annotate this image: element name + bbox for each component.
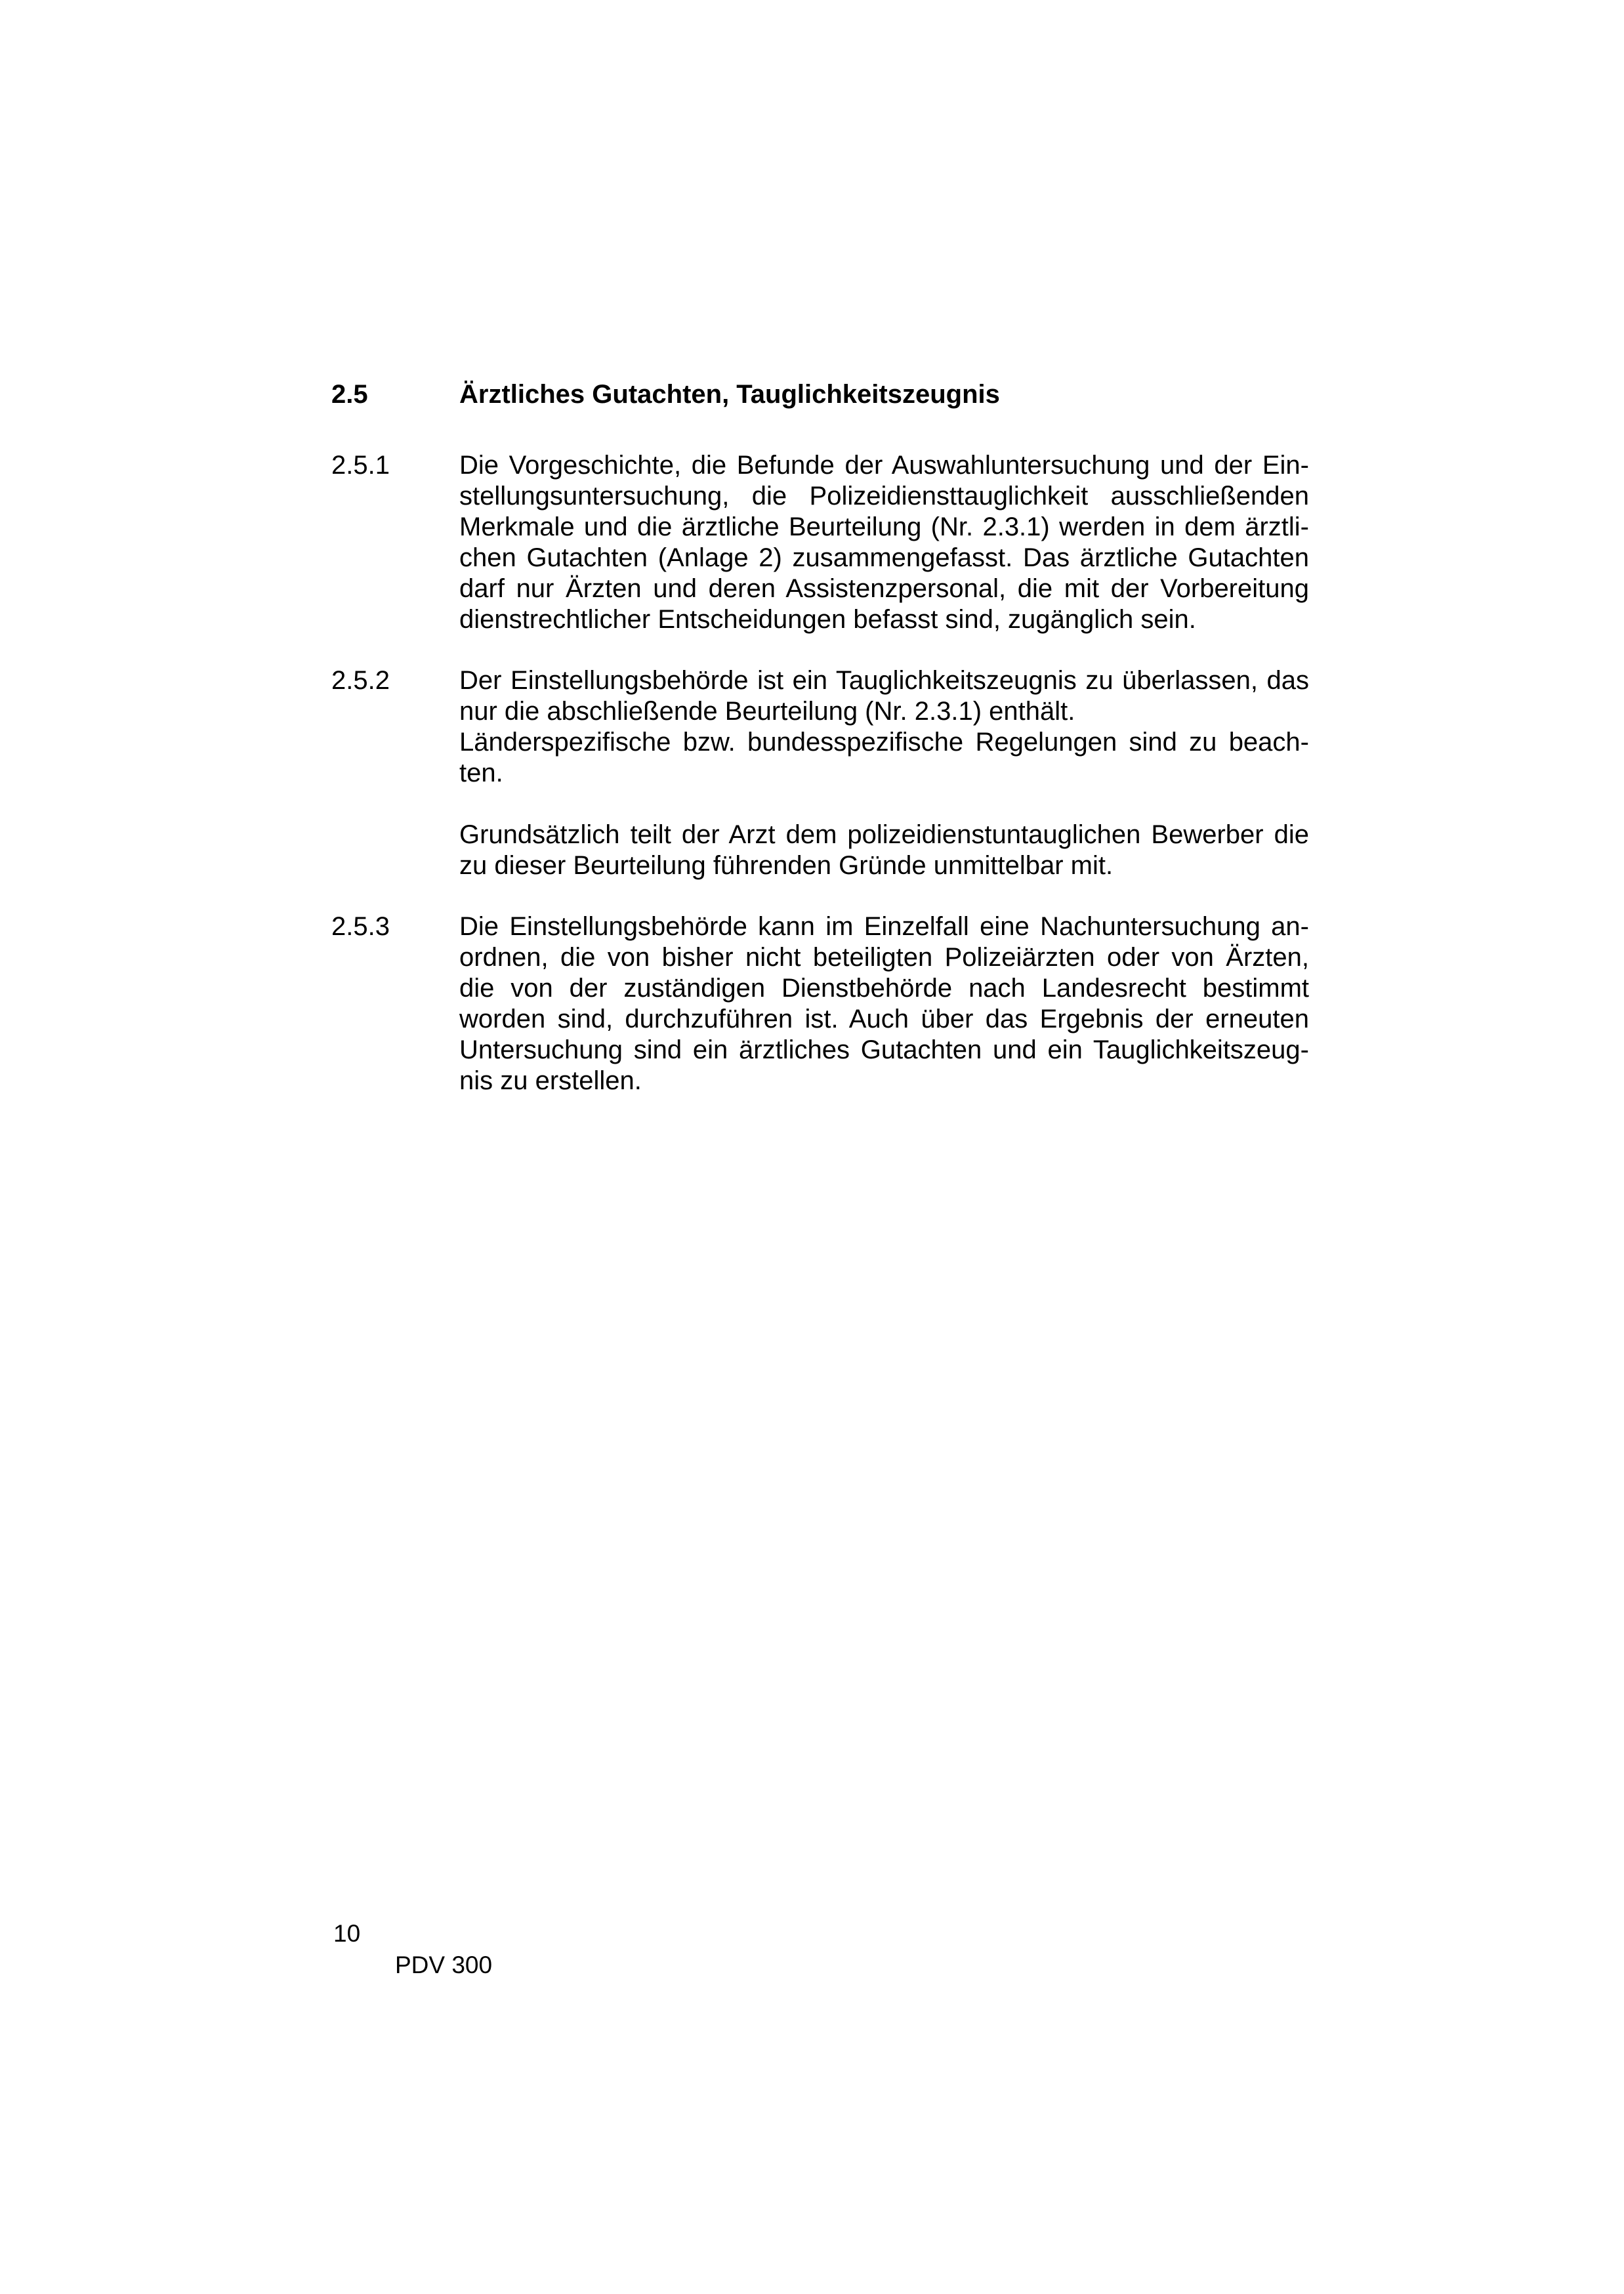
text-line: stellungsuntersuchung, die Polizeidiensttauglichkeit ausschließenden: [459, 482, 1309, 511]
text-line: Untersuchung sind ein ärztliches Gutachten und ein Tauglichkeitszeug-: [459, 1035, 1309, 1064]
text-line: ordnen, die von bisher nicht beteiligten Polizeiärzten oder von Ärzten,: [459, 943, 1309, 972]
paragraph-2-5-2: [331, 665, 1309, 789]
paragraph-2-5-1: [331, 450, 1309, 635]
text-line: Der Einstellungsbehörde ist ein Tauglichkeitszeugnis zu überlassen, das: [459, 666, 1309, 695]
text-line: darf nur Ärzten und deren Assistenzpersonal, die mit der Vorbereitung: [459, 574, 1309, 603]
text-line: chen Gutachten (Anlage 2) zusammengefasst. Das ärztliche Gutachten: [459, 543, 1309, 572]
text-line: Merkmale und die ärztliche Beurteilung (Nr. 2.3.1) werden in dem ärztli-: [459, 512, 1309, 541]
text-line: nur die abschließende Beurteilung (Nr. 2.3.1) enthält.: [459, 697, 1075, 726]
text-line: dienstrechtlicher Entscheidungen befasst sind, zugänglich sein.: [459, 605, 1196, 634]
text-line: die von der zuständigen Dienstbehörde nach Landesrecht bestimmt: [459, 974, 1309, 1003]
paragraph-number: 2.5.1: [331, 451, 390, 480]
paragraph-2-5-3: [331, 911, 1309, 1096]
paragraph-number: 2.5.3: [331, 912, 390, 941]
text-line: Länderspezifische bzw. bundesspezifische Regelungen sind zu beach-: [459, 728, 1309, 757]
text-line: Die Einstellungsbehörde kann im Einzelfall eine Nachuntersuchung an-: [459, 912, 1309, 941]
document-body: [331, 379, 1309, 1127]
paragraph-grundsaetzlich: [331, 820, 1309, 881]
text-line: zu dieser Beurteilung führenden Gründe unmittelbar mit.: [459, 851, 1114, 880]
document-identifier: PDV 300: [395, 1951, 493, 1978]
text-line: worden sind, durchzuführen ist. Auch über das Ergebnis der erneuten: [459, 1005, 1309, 1033]
text-line: Grundsätzlich teilt der Arzt dem polizeidienstuntauglichen Bewerber die: [459, 820, 1309, 849]
section-heading-title: Ärztliches Gutachten, Tauglichkeitszeugnis: [459, 380, 1000, 409]
paragraph-text: [459, 820, 1309, 881]
text-line: ten.: [459, 759, 503, 787]
paragraph-number: 2.5.2: [331, 666, 390, 695]
section-heading-number: 2.5: [331, 380, 368, 409]
page-number: 10: [333, 1920, 361, 1947]
paragraph-text: [459, 450, 1309, 635]
paragraph-text: [459, 665, 1309, 789]
paragraph-text: [459, 911, 1309, 1096]
text-line: nis zu erstellen.: [459, 1066, 642, 1095]
section-heading: [331, 379, 1309, 410]
text-line: Die Vorgeschichte, die Befunde der Auswahluntersuchung und der Ein-: [459, 451, 1309, 480]
